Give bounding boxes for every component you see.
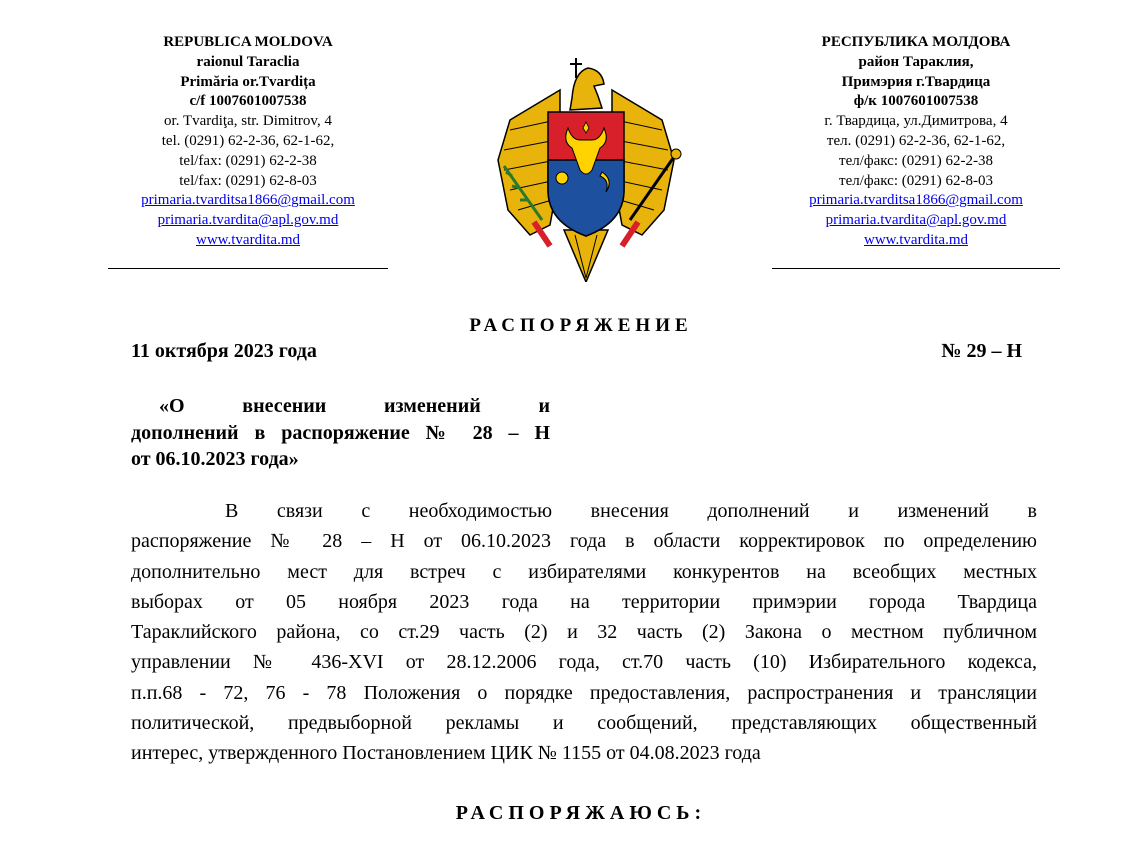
header-line: РЕСПУБЛИКА МОЛДОВА <box>821 34 1011 50</box>
header-line: tel. (0291) 62-2-36, 62-1-62, <box>161 132 335 149</box>
document-date: 11 октября 2023 года <box>131 340 317 362</box>
document-subject <box>131 393 550 473</box>
email-link[interactable]: primaria.tvardita@apl.gov.md <box>157 212 339 229</box>
subject-line: «О внесении изменений и <box>159 395 550 417</box>
subject-line: дополнений в распоряжение № 28 – Н <box>131 421 550 444</box>
email-link[interactable]: primaria.tvarditsa1866@gmail.com <box>141 192 355 209</box>
header-line: or. Tvardiţa, str. Dimitrov, 4 <box>164 113 332 130</box>
header-line: tel/fax: (0291) 62-2-38 <box>179 152 317 169</box>
subject-line: от 06.10.2023 года» <box>131 448 299 470</box>
coat-of-arms-icon <box>490 50 682 282</box>
body-line: п.п.68 - 72, 76 - 78 Положения о порядке предоставления, распространения и трансляции <box>131 681 1037 704</box>
header-line: тел. (0291) 62-2-36, 62-1-62, <box>826 132 1006 149</box>
header-left-romanian <box>98 33 398 251</box>
header-line: REPUBLICA MOLDOVA <box>163 34 333 50</box>
header-line: тел/факс: (0291) 62-2-38 <box>839 152 993 169</box>
body-line: распоряжение № 28 – Н от 06.10.2023 года в области корректировок по определению <box>131 530 1037 553</box>
header-line: tel/fax: (0291) 62-8-03 <box>179 172 317 189</box>
body-line: В связи с необходимостью внесения дополнений и изменений в <box>225 500 1037 522</box>
body-line: Тараклийского района, со ст.29 часть (2) и 32 часть (2) Закона о местном публичном <box>131 621 1037 644</box>
email-link[interactable]: primaria.tvarditsa1866@gmail.com <box>809 192 1023 209</box>
body-line: управлении № 436-XVI от 28.12.2006 года, ст.70 часть (10) Избирательного кодекса, <box>131 651 1037 674</box>
header-line: Primăria or.Tvardița <box>180 73 316 90</box>
header-line: raionul Taraclia <box>196 53 300 70</box>
body-line: дополнительно мест для встреч с избирателями конкурентов на всеобщих местных <box>131 560 1037 583</box>
date-number-line <box>131 340 1022 363</box>
header-line: г. Твардица, ул.Димитрова, 4 <box>824 113 1008 130</box>
header-line: тел/факс: (0291) 62-8-03 <box>839 172 993 189</box>
document-number: № 29 – Н <box>941 340 1022 362</box>
header-line: район Тараклия, <box>858 53 974 70</box>
header-line: c/f 1007601007538 <box>189 93 307 110</box>
document-body <box>131 496 1037 769</box>
decree-heading: РАСПОРЯЖАЮСЬ: <box>455 802 707 824</box>
body-line: выборах от 05 ноября 2023 года на территории примэрии города Твардица <box>131 590 1037 613</box>
website-link[interactable]: www.tvardita.md <box>863 231 968 248</box>
header-line: ф/к 1007601007538 <box>853 93 979 110</box>
website-link[interactable]: www.tvardita.md <box>195 231 300 248</box>
header-divider <box>772 268 1060 269</box>
document-title: РАСПОРЯЖЕНИЕ <box>469 315 693 336</box>
header-right-russian <box>765 33 1067 251</box>
header-divider <box>108 268 388 269</box>
body-line: интерес, утвержденного Постановлением ЦИК № 1155 от 04.08.2023 года <box>131 742 761 765</box>
header-line: Примэрия г.Твардица <box>841 73 991 90</box>
email-link[interactable]: primaria.tvardita@apl.gov.md <box>825 212 1007 229</box>
body-line: политической, предвыборной рекламы и сообщений, представляющих общественный <box>131 712 1037 735</box>
